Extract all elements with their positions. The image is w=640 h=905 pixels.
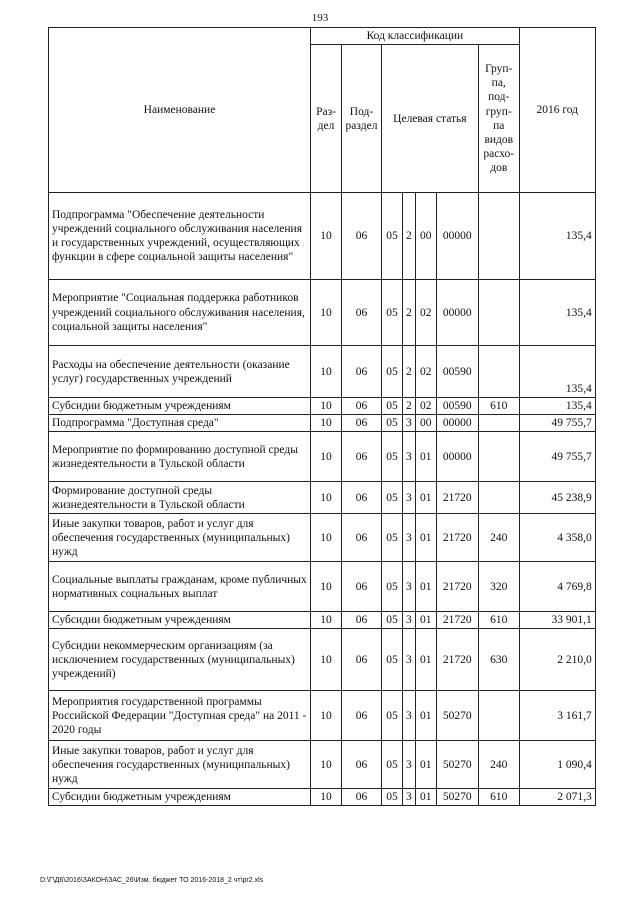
- row-name: Субсидии бюджетным учреждениям: [49, 612, 311, 629]
- row-code-razdel: 10: [311, 691, 342, 741]
- row-code-podrazdel: 06: [342, 562, 382, 612]
- row-code-razdel: 10: [311, 432, 342, 482]
- row-amount: 135,4: [519, 193, 595, 280]
- row-amount: 1 090,4: [519, 741, 595, 789]
- row-code-razdel: 10: [311, 514, 342, 562]
- table-row: [49, 415, 596, 432]
- header-name: Наименование: [49, 28, 311, 193]
- row-code-cs2: 3: [403, 562, 416, 612]
- row-code-cs2: 3: [403, 789, 416, 806]
- page-number: 193: [311, 12, 329, 24]
- table-body: [49, 193, 596, 806]
- row-code-podrazdel: 06: [342, 398, 382, 415]
- row-amount: 49 755,7: [519, 415, 595, 432]
- row-code-podrazdel: 06: [342, 346, 382, 398]
- table-row: [49, 691, 596, 741]
- table-row: [49, 514, 596, 562]
- row-code-cs4: 21720: [436, 482, 478, 514]
- row-code-group: 610: [478, 789, 519, 806]
- row-code-cs2: 2: [403, 193, 416, 280]
- row-amount: 135,4: [519, 280, 595, 346]
- row-amount: 3 161,7: [519, 691, 595, 741]
- table-row: [49, 612, 596, 629]
- row-amount: 4 769,8: [519, 562, 595, 612]
- row-code-cs1: 05: [382, 629, 403, 691]
- row-name: Иные закупки товаров, работ и услуг для обеспечения государственных (муниципальных) нужд: [49, 741, 311, 789]
- table-row: [49, 789, 596, 806]
- row-code-cs1: 05: [382, 193, 403, 280]
- budget-table: [48, 27, 596, 806]
- row-code-cs1: 05: [382, 280, 403, 346]
- row-code-group: [478, 691, 519, 741]
- row-code-cs3: 01: [415, 482, 436, 514]
- row-code-razdel: 10: [311, 562, 342, 612]
- row-code-cs4: 21720: [436, 612, 478, 629]
- row-code-razdel: 10: [311, 482, 342, 514]
- row-code-group: 240: [478, 514, 519, 562]
- row-code-cs4: 00590: [436, 398, 478, 415]
- row-code-cs1: 05: [382, 432, 403, 482]
- table-row: [49, 432, 596, 482]
- header-subsection: Под-раздел: [342, 45, 382, 193]
- row-code-cs1: 05: [382, 482, 403, 514]
- row-code-cs2: 2: [403, 280, 416, 346]
- table-row: [49, 482, 596, 514]
- row-amount: 135,4: [519, 398, 595, 415]
- row-code-podrazdel: 06: [342, 789, 382, 806]
- header-target-article: Целевая статья: [382, 45, 479, 193]
- table-row: [49, 193, 596, 280]
- row-code-razdel: 10: [311, 612, 342, 629]
- row-code-cs2: 3: [403, 514, 416, 562]
- row-code-cs2: 3: [403, 691, 416, 741]
- row-name: Формирование доступной среды жизнедеятельности в Тульской области: [49, 482, 311, 514]
- row-amount: 2 071,3: [519, 789, 595, 806]
- row-code-cs4: 21720: [436, 562, 478, 612]
- row-code-cs1: 05: [382, 562, 403, 612]
- row-code-group: 320: [478, 562, 519, 612]
- row-code-cs2: 3: [403, 482, 416, 514]
- row-name: Субсидии некоммерческим организациям (за исключением государственных (муниципальных) учреждений): [49, 629, 311, 691]
- row-code-podrazdel: 06: [342, 629, 382, 691]
- row-code-razdel: 10: [311, 741, 342, 789]
- row-code-cs3: 02: [415, 398, 436, 415]
- row-code-group: 610: [478, 612, 519, 629]
- table-row: [49, 280, 596, 346]
- row-code-group: [478, 482, 519, 514]
- row-code-group: [478, 193, 519, 280]
- row-code-razdel: 10: [311, 415, 342, 432]
- table-row: [49, 741, 596, 789]
- row-code-group: [478, 280, 519, 346]
- row-amount: 33 901,1: [519, 612, 595, 629]
- row-code-podrazdel: 06: [342, 415, 382, 432]
- row-name: Расходы на обеспечение деятельности (оказание услуг) государственных учреждений: [49, 346, 311, 398]
- row-code-group: [478, 432, 519, 482]
- row-name: Социальные выплаты гражданам, кроме публичных нормативных социальных выплат: [49, 562, 311, 612]
- row-name: Подпрограмма "Доступная среда": [49, 415, 311, 432]
- header-classification: Код классификации: [311, 28, 520, 45]
- row-code-razdel: 10: [311, 398, 342, 415]
- table-header: [49, 28, 596, 193]
- row-code-cs3: 01: [415, 514, 436, 562]
- row-code-razdel: 10: [311, 193, 342, 280]
- row-name: Субсидии бюджетным учреждениям: [49, 398, 311, 415]
- row-code-podrazdel: 06: [342, 741, 382, 789]
- row-code-cs3: 01: [415, 789, 436, 806]
- row-code-cs2: 3: [403, 629, 416, 691]
- row-code-group: [478, 415, 519, 432]
- row-code-podrazdel: 06: [342, 193, 382, 280]
- row-code-cs3: 01: [415, 629, 436, 691]
- table-row: [49, 562, 596, 612]
- row-code-cs2: 3: [403, 415, 416, 432]
- row-code-cs4: 50270: [436, 691, 478, 741]
- row-code-cs1: 05: [382, 789, 403, 806]
- row-code-podrazdel: 06: [342, 514, 382, 562]
- row-code-cs2: 2: [403, 398, 416, 415]
- file-path-footer: D:\Г\Д6\2016\ЗАКОН\ЗАС_26\Изм. бюджет ТО 2016-2018_2 чт\pr2.xls: [40, 877, 264, 884]
- table-row: [49, 346, 596, 398]
- row-code-cs3: 00: [415, 193, 436, 280]
- row-code-razdel: 10: [311, 346, 342, 398]
- header-year: 2016 год: [519, 28, 595, 193]
- row-code-cs4: 21720: [436, 629, 478, 691]
- row-code-podrazdel: 06: [342, 280, 382, 346]
- row-code-podrazdel: 06: [342, 482, 382, 514]
- header-section: Раз-дел: [311, 45, 342, 193]
- row-code-group: [478, 346, 519, 398]
- table-row: [49, 629, 596, 691]
- row-code-cs1: 05: [382, 741, 403, 789]
- row-name: Субсидии бюджетным учреждениям: [49, 789, 311, 806]
- row-code-cs1: 05: [382, 612, 403, 629]
- row-name: Иные закупки товаров, работ и услуг для обеспечения государственных (муниципальных) нужд: [49, 514, 311, 562]
- row-code-razdel: 10: [311, 629, 342, 691]
- row-amount: 4 358,0: [519, 514, 595, 562]
- row-amount: 49 755,7: [519, 432, 595, 482]
- row-code-cs1: 05: [382, 691, 403, 741]
- row-code-cs1: 05: [382, 398, 403, 415]
- row-code-cs2: 3: [403, 741, 416, 789]
- row-code-cs2: 2: [403, 346, 416, 398]
- row-amount: 2 210,0: [519, 629, 595, 691]
- row-code-cs3: 02: [415, 346, 436, 398]
- row-code-cs4: 00000: [436, 432, 478, 482]
- row-code-cs2: 3: [403, 432, 416, 482]
- row-amount: 135,4: [519, 346, 595, 398]
- row-code-razdel: 10: [311, 280, 342, 346]
- row-code-cs3: 01: [415, 691, 436, 741]
- row-name: Мероприятие "Социальная поддержка работников учреждений социального обслуживания населения, социальной защиты населения": [49, 280, 311, 346]
- table-row: [49, 398, 596, 415]
- row-code-cs4: 00000: [436, 280, 478, 346]
- row-code-podrazdel: 06: [342, 612, 382, 629]
- row-code-podrazdel: 06: [342, 432, 382, 482]
- row-code-group: 610: [478, 398, 519, 415]
- row-code-cs3: 01: [415, 562, 436, 612]
- row-code-cs1: 05: [382, 415, 403, 432]
- row-amount: 45 238,9: [519, 482, 595, 514]
- row-code-cs4: 21720: [436, 514, 478, 562]
- row-code-cs3: 01: [415, 432, 436, 482]
- header-expense-group: Груп-па, под-груп-па видов расхо-дов: [478, 45, 519, 193]
- row-code-cs3: 00: [415, 415, 436, 432]
- row-code-cs4: 00590: [436, 346, 478, 398]
- row-code-cs1: 05: [382, 514, 403, 562]
- row-code-podrazdel: 06: [342, 691, 382, 741]
- row-code-cs4: 00000: [436, 415, 478, 432]
- row-code-group: 630: [478, 629, 519, 691]
- row-code-cs4: 50270: [436, 789, 478, 806]
- row-name: Мероприятие по формированию доступной среды жизнедеятельности в Тульской области: [49, 432, 311, 482]
- row-code-cs1: 05: [382, 346, 403, 398]
- row-name: Подпрограмма "Обеспечение деятельности учреждений социального обслуживания населения и государственных учреждений, осуществляющих функции в сфере социальной защиты населения": [49, 193, 311, 280]
- row-code-cs2: 3: [403, 612, 416, 629]
- row-code-group: 240: [478, 741, 519, 789]
- row-code-razdel: 10: [311, 789, 342, 806]
- row-name: Мероприятия государственной программы Российской Федерации "Доступная среда" на 2011 - 2020 годы: [49, 691, 311, 741]
- row-code-cs3: 01: [415, 612, 436, 629]
- row-code-cs3: 01: [415, 741, 436, 789]
- row-code-cs4: 00000: [436, 193, 478, 280]
- row-code-cs4: 50270: [436, 741, 478, 789]
- row-code-cs3: 02: [415, 280, 436, 346]
